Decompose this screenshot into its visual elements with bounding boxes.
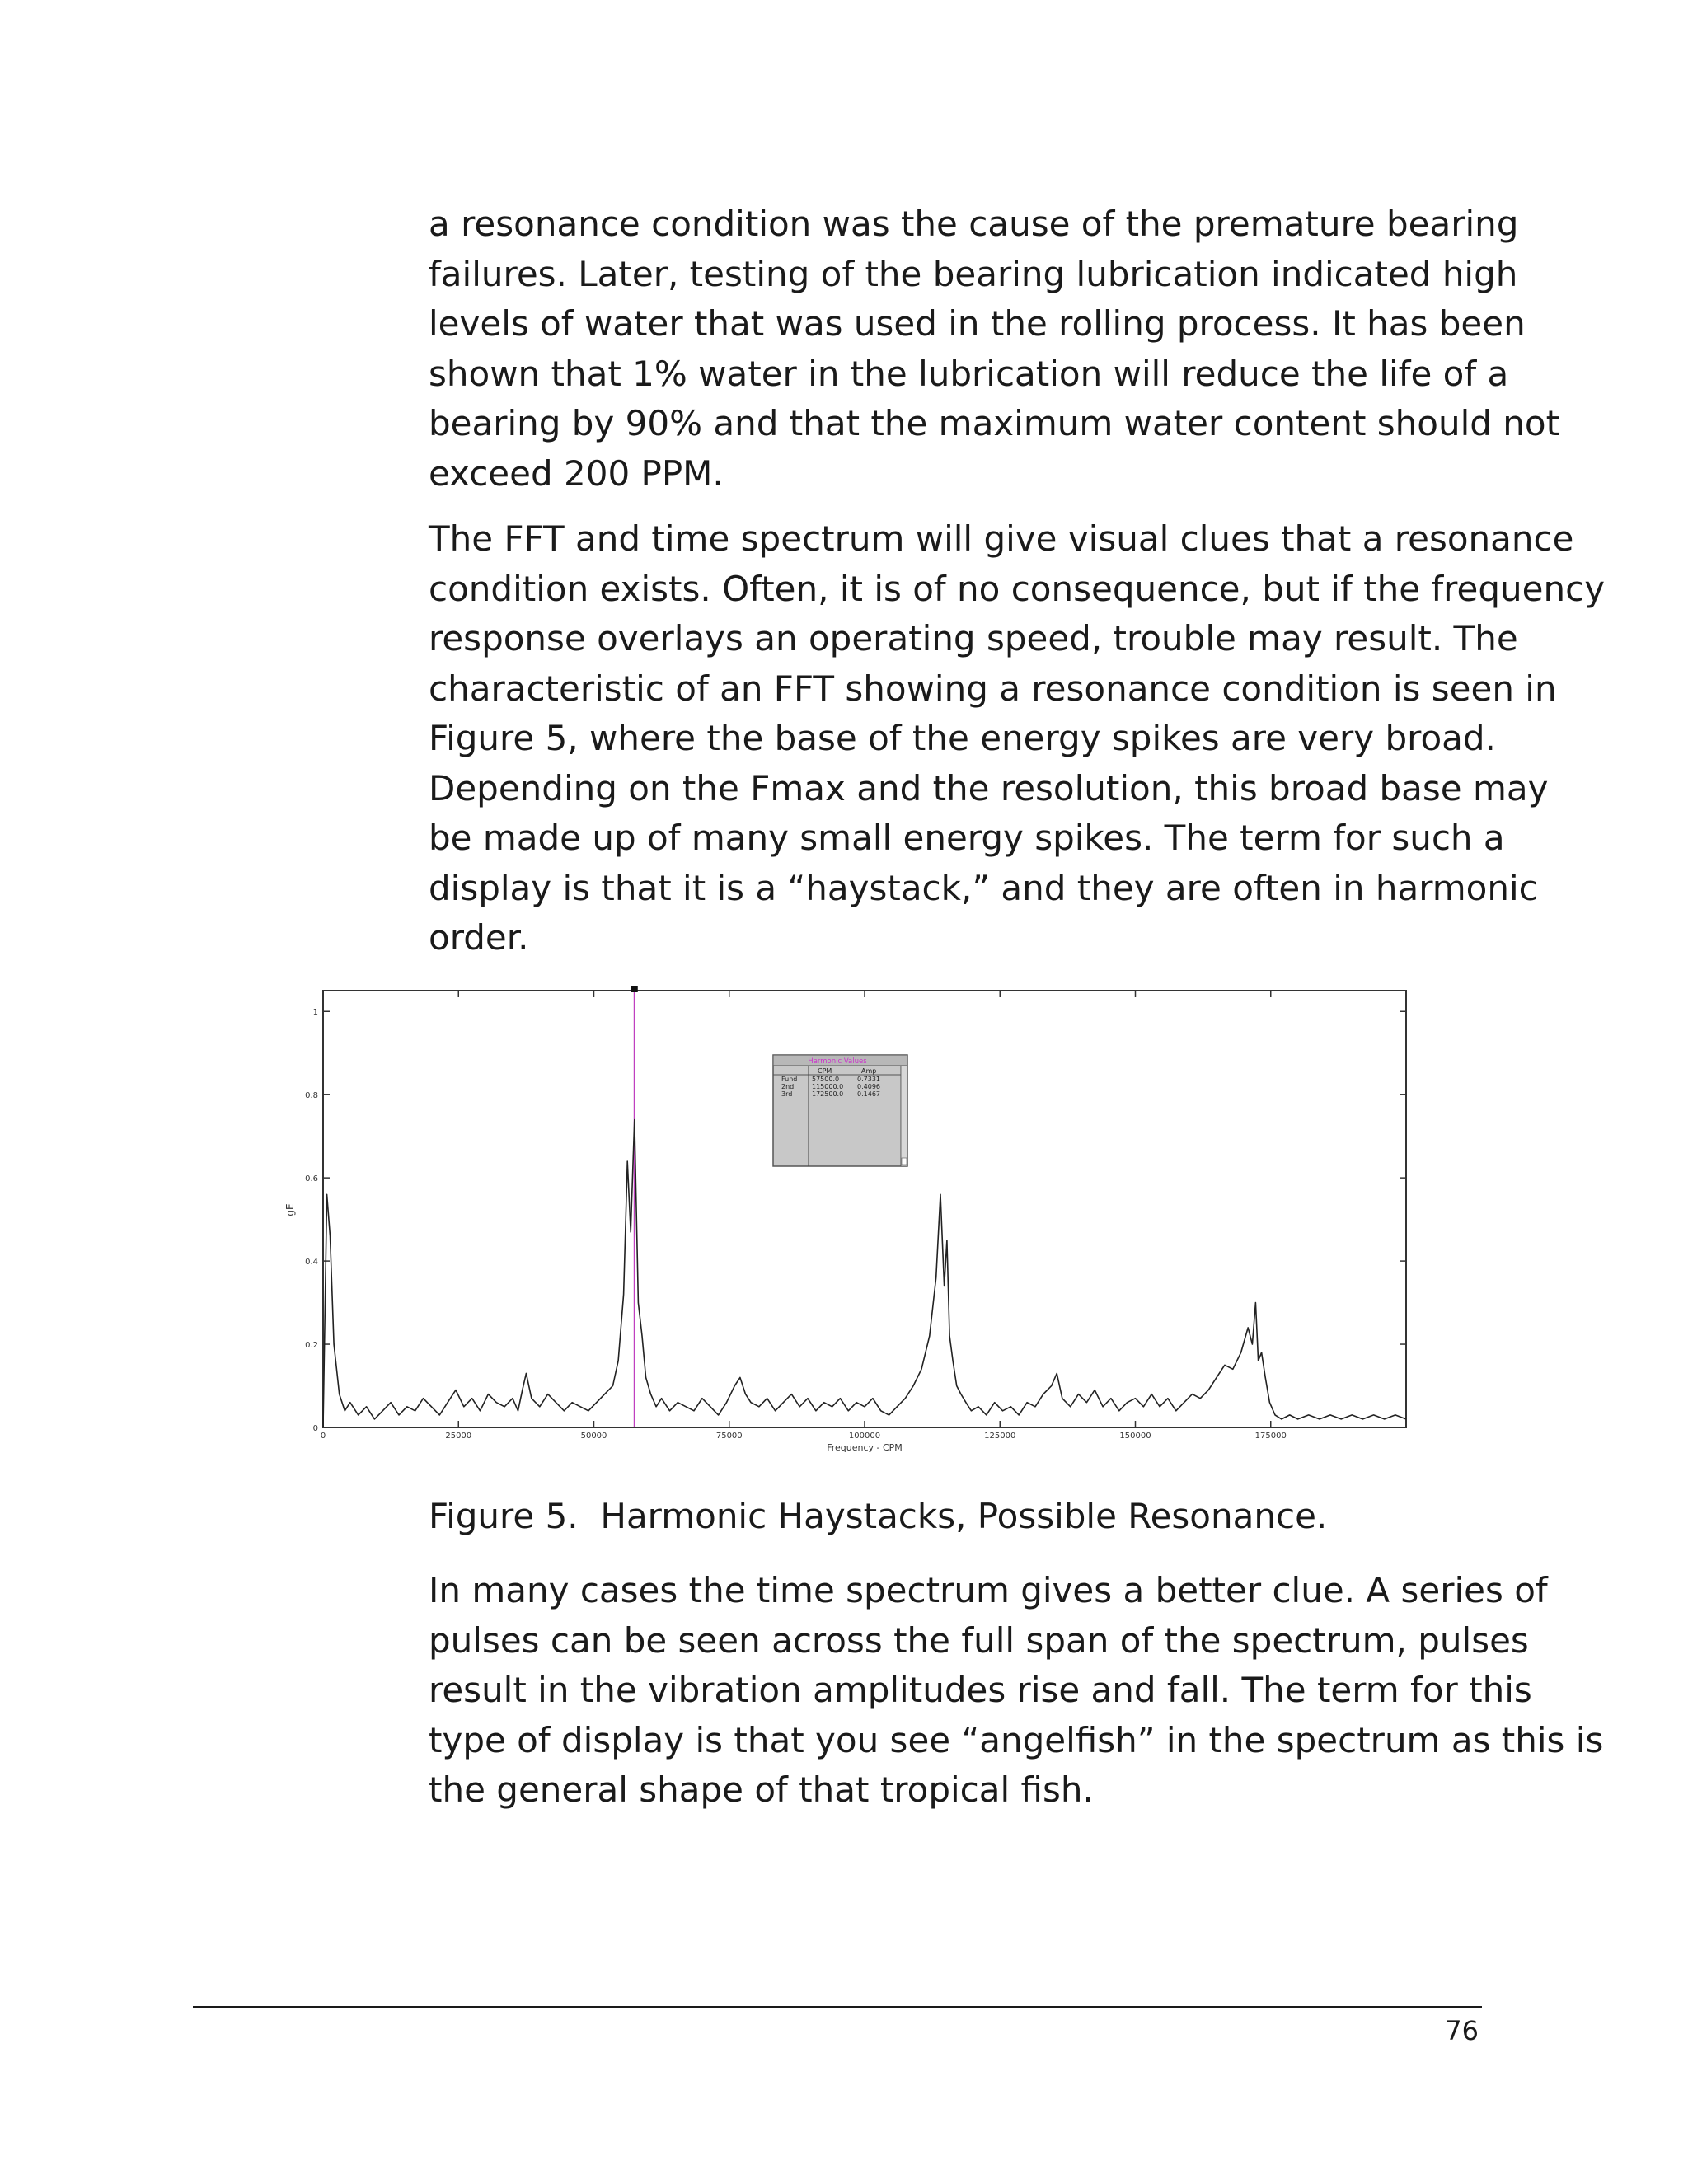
harmonic-cpm-value: 172500.0 [812, 1090, 844, 1098]
x-tick-label: 100000 [848, 1432, 881, 1441]
y-tick-label: 0 [312, 1424, 318, 1433]
page-number: 76 [1445, 2015, 1479, 2046]
harmonic-cpm-value: 57500.0 [812, 1076, 840, 1083]
text-line: The FFT and time spectrum will give visual clues that a resonance [429, 518, 1574, 559]
harmonic-row-label: 2nd [781, 1083, 795, 1090]
cursor-handle[interactable] [631, 986, 638, 992]
y-tick-label: 0.6 [305, 1174, 318, 1184]
text-line: failures. Later, testing of the bearing lubrication indicated high [429, 253, 1518, 294]
text-line: condition exists. Often, it is of no consequence, but if the frequency [429, 568, 1606, 609]
harmonic-col-header: Amp [861, 1067, 877, 1075]
text-line: pulses can be seen across the full span of the spectrum, pulses [429, 1619, 1529, 1661]
harmonic-amp-value: 0.4096 [857, 1083, 880, 1090]
text-line: be made up of many small energy spikes. The term for such a [429, 818, 1505, 858]
footer-divider [193, 2006, 1482, 2008]
harmonic-row-label: Fund [781, 1076, 798, 1083]
y-tick-label: 0.2 [305, 1341, 318, 1351]
text-line: result in the vibration amplitudes rise and fall. The term for this [429, 1670, 1532, 1710]
text-line: In many cases the time spectrum gives a better clue. A series of [429, 1570, 1548, 1610]
x-tick-label: 0 [320, 1432, 326, 1441]
text-line: exceed 200 PPM. [429, 452, 724, 494]
text-line: shown that 1% water in the lubrication will reduce the life of a [429, 353, 1509, 394]
text-line: the general shape of that tropical fish. [429, 1769, 1094, 1810]
x-axis-label: Frequency - CPM [827, 1442, 903, 1453]
y-tick-label: 0.8 [305, 1091, 318, 1101]
y-tick-label: 1 [312, 1008, 318, 1018]
fft-spectrum-chart [280, 981, 1418, 1467]
text-line: a resonance condition was the cause of the premature bearing [429, 204, 1519, 244]
harmonic-box-title: Harmonic Values [808, 1057, 867, 1066]
harmonic-row-label: 3rd [781, 1090, 793, 1098]
text-line: bearing by 90% and that the maximum water content should not [429, 403, 1560, 443]
text-line: order. [429, 917, 529, 958]
text-line: display is that it is a “haystack,” and they are often in harmonic [429, 867, 1538, 908]
text-line: response overlays an operating speed, trouble may result. The [429, 618, 1518, 658]
body-paragraph-2 [429, 514, 1606, 963]
harmonic-values-box [773, 1055, 907, 1166]
box-scrollbar[interactable] [901, 1066, 907, 1166]
harmonic-amp-value: 0.7331 [857, 1076, 880, 1083]
body-paragraph-3 [429, 1566, 1604, 1816]
text-line: characteristic of an FFT showing a resonance condition is seen in [429, 668, 1557, 709]
text-line: type of display is that you see “angelfish” in the spectrum as this is [429, 1719, 1604, 1760]
harmonic-cpm-value: 115000.0 [812, 1083, 844, 1090]
body-paragraph-1 [429, 199, 1560, 499]
y-axis-label: gE [284, 1203, 296, 1216]
x-tick-label: 125000 [984, 1432, 1016, 1441]
y-tick-label: 0.4 [305, 1258, 318, 1268]
harmonic-amp-value: 0.1467 [857, 1090, 880, 1098]
x-tick-label: 150000 [1119, 1432, 1151, 1441]
text-line: Depending on the Fmax and the resolution, this broad base may [429, 767, 1549, 808]
x-tick-label: 175000 [1254, 1432, 1287, 1441]
harmonic-col-header: CPM [818, 1067, 832, 1075]
figure-caption: Figure 5. Harmonic Haystacks, Possible Resonance. [429, 1496, 1328, 1536]
x-tick-label: 25000 [445, 1432, 472, 1441]
text-line: Figure 5, where the base of the energy spikes are very broad. [429, 718, 1496, 758]
x-tick-label: 50000 [580, 1432, 607, 1441]
x-tick-label: 75000 [715, 1432, 743, 1441]
text-line: levels of water that was used in the rolling process. It has been [429, 303, 1526, 344]
